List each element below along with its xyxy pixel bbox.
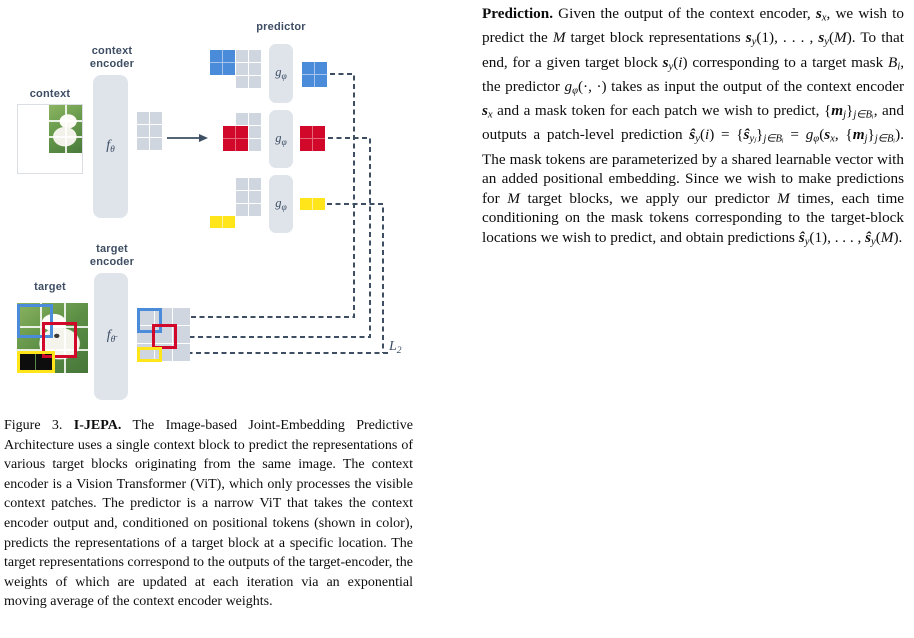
red-prediction-output — [300, 126, 325, 151]
grid-cell — [137, 112, 149, 124]
grid-cell — [150, 125, 162, 137]
grid-cell — [249, 204, 261, 216]
figure-caption: Figure 3. I-JEPA. The Image-based Joint-Embedding Predictive Architecture uses a single context block to predict the representations of various target blocks originating from the same image. The context encoder is a Vision Transformer (ViT), which only processes the visible context patches. The predictor is a narrow ViT that takes the context encoder output and, conditioned on positional tokens (shown in color), predicts the representations of a target block at a specific location. The target representations correspond to the outputs of the target-encoder, the weights of which are updated at each iteration via an exponential moving average of the context encoder weights. — [4, 418, 413, 610]
grid-cell — [249, 50, 261, 62]
predictor-input-grid-blue — [236, 50, 261, 88]
target-encoder-function: $f_{\thetā}$ — [106, 328, 116, 345]
grid-cell — [223, 126, 235, 138]
grid-cell — [315, 75, 327, 87]
grid-cell — [300, 198, 312, 210]
grid-cell — [223, 216, 235, 228]
grid-cell — [313, 198, 325, 210]
predictor-label: predictor — [256, 21, 306, 33]
grid-cell — [249, 63, 261, 75]
ijepa-architecture-figure — [0, 0, 440, 412]
grid-cell — [236, 63, 248, 75]
context-encoder-box — [93, 75, 128, 218]
grid-cell — [210, 216, 222, 228]
predictor-box-blue — [269, 44, 293, 103]
target-image — [17, 303, 88, 373]
grid-cell — [150, 112, 162, 124]
yellow-prediction-wire — [327, 204, 383, 353]
target-encoder-label-line1: target — [96, 243, 128, 255]
target-encoder-label — [80, 243, 144, 268]
context-label: context — [29, 88, 71, 100]
grid-cell — [223, 139, 235, 151]
context-image-card — [17, 104, 83, 174]
yellow-prediction-output — [300, 198, 325, 210]
yellow-target-block-outline — [17, 351, 55, 373]
yellow-target-feature-outline — [137, 347, 162, 362]
grid-cell — [249, 76, 261, 88]
grid-cell — [236, 139, 248, 151]
grid-cell — [236, 191, 248, 203]
context-encoder-function: $f_\theta$ — [106, 138, 115, 155]
predictor-input-grid-yellow — [236, 178, 261, 216]
grid-cell — [249, 113, 261, 125]
context-features-grid — [137, 112, 162, 150]
red-target-feature-outline — [152, 324, 177, 349]
blue-prediction-output — [302, 62, 327, 87]
grid-cell — [210, 50, 222, 62]
patch-grid-line — [65, 105, 67, 153]
predictor-function: $g_\varphi$ — [275, 130, 287, 148]
grid-cell — [236, 204, 248, 216]
grid-cell — [236, 113, 248, 125]
grid-cell — [150, 138, 162, 150]
grid-cell — [249, 139, 261, 151]
grid-cell — [249, 178, 261, 190]
target-encoder-box — [94, 273, 128, 400]
red-position-tokens — [223, 126, 248, 151]
grid-cell — [302, 75, 314, 87]
target-features-overlays — [137, 308, 190, 361]
grid-cell — [223, 50, 235, 62]
context-encoder-label-line1: context — [91, 45, 133, 57]
grid-cell — [302, 62, 314, 74]
prediction-paragraph: Prediction. Given the output of the context encoder, $s_x$, we wish to predict the M target block representations $s_y(1)$, . . . , $s_y(M)$. To that end, for a given target block $s_y(i)$ corresponding to a target mask $B_i$, the predictor $g_\varphi(\cdot$, ·) takes as input the output of the context encoder $s_x$ and a mask token for each patch we wish to predict, $\{m_j\}_{j\in Bᵢ}$, and outputs a patch-level prediction $ŝ_y(i)$ = $\{ŝ_{yⱼ}\}_{j\in Bᵢ} = g_\varphi(s_x$, $\{m_j\}_{j\in Bᵢ}$). The mask tokens are parameterized by a shared learnable vector with an added positional embedding. Since we wish to make predictions for M target blocks, we apply our predictor M times, each time conditioning on the mask tokens corresponding to the target-block locations we wish to predict, and obtain predictions $ŝ_y(1)$, . . . , $ŝ_y(M)$. — [482, 5, 905, 248]
context-encoder-label — [80, 45, 144, 70]
grid-cell — [300, 139, 312, 151]
grid-cell — [223, 63, 235, 75]
grid-cell — [137, 138, 149, 150]
grid-cell — [315, 62, 327, 74]
predictor-box-red — [269, 110, 293, 168]
context-encoder-label-line2: encoder — [89, 57, 135, 70]
predictor-function: $g_\varphi$ — [275, 65, 287, 82]
grid-cell — [137, 125, 149, 137]
context-image-patches — [49, 105, 82, 153]
grid-cell — [236, 50, 248, 62]
grid-cell — [236, 76, 248, 88]
grid-cell — [313, 126, 325, 138]
predictor-box-yellow — [269, 175, 293, 233]
blue-prediction-wire — [174, 74, 354, 317]
grid-cell — [236, 178, 248, 190]
predictor-function: $g_\varphi$ — [275, 195, 287, 213]
grid-cell — [249, 126, 261, 138]
grid-cell — [249, 191, 261, 203]
yellow-position-tokens — [210, 216, 235, 228]
blue-position-tokens — [210, 50, 235, 75]
target-label: target — [34, 281, 66, 293]
grid-cell — [210, 63, 222, 75]
l2-loss-label: $L_2$ — [389, 339, 402, 356]
target-encoder-label-line2: encoder — [89, 255, 135, 268]
grid-cell — [313, 139, 325, 151]
context-arrowhead-icon — [199, 134, 208, 142]
grid-cell — [236, 126, 248, 138]
grid-cell — [300, 126, 312, 138]
